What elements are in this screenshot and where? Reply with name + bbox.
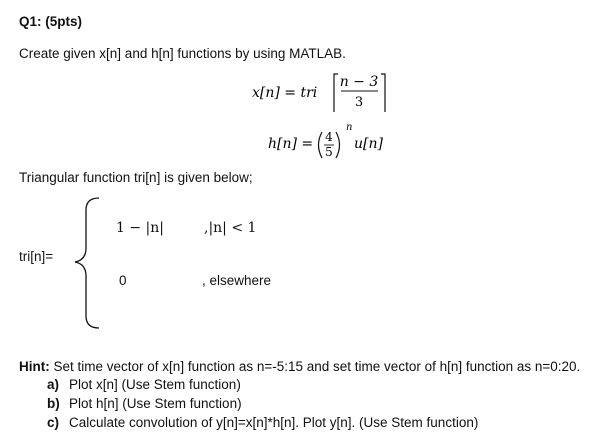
case1-condition: ,|n| < 1 <box>204 220 257 236</box>
h-equation-rhs: u[n] <box>354 136 383 152</box>
list-item <box>47 396 242 411</box>
h-numerator: 4 <box>325 130 333 144</box>
list-item-marker: b) <box>47 396 60 411</box>
x-denominator: 3 <box>354 95 364 110</box>
h-exponent: n <box>346 122 353 133</box>
x-numerator: n − 3 <box>339 74 379 90</box>
question-instruction: Create given x[n] and h[n] functions by using MATLAB. <box>19 46 346 61</box>
curly-brace <box>72 196 112 332</box>
h-equation <box>266 118 396 166</box>
list-item-text: Calculate convolution of y[n]=x[n]*h[n]. Plot y[n]. (Use Stem function) <box>69 415 479 430</box>
hint-text: Set time vector of x[n] function as n=-5:15 and set time vector of h[n] function as n=0:20. <box>53 359 581 374</box>
hint-line <box>19 359 580 374</box>
tri-intro: Triangular function tri[n] is given below; <box>19 170 253 185</box>
list-item-text: Plot x[n] (Use Stem function) <box>69 377 241 392</box>
case2-condition: , elsewhere <box>202 273 272 288</box>
x-equation-lhs: x[n] = tri <box>252 85 318 101</box>
list-item <box>47 415 478 430</box>
ceiling-bracket-left <box>334 74 338 112</box>
x-equation <box>250 68 400 116</box>
list-item-marker: c) <box>47 415 60 430</box>
h-equation-lhs: h[n] = <box>268 136 314 152</box>
list-item-marker: a) <box>47 377 60 392</box>
list-item-text: Plot h[n] (Use Stem function) <box>69 396 242 411</box>
h-denominator: 5 <box>325 145 333 159</box>
case2-value: 0 <box>119 273 127 288</box>
tri-name: tri[n]= <box>19 249 54 264</box>
hint-label: Hint: <box>19 359 50 374</box>
left-paren <box>319 132 323 158</box>
case1-value: 1 − |n| <box>116 220 164 236</box>
list-item <box>47 377 241 392</box>
question-label: Q1: (5pts) <box>19 14 83 29</box>
right-paren <box>336 132 340 158</box>
ceiling-bracket-right <box>381 74 385 112</box>
